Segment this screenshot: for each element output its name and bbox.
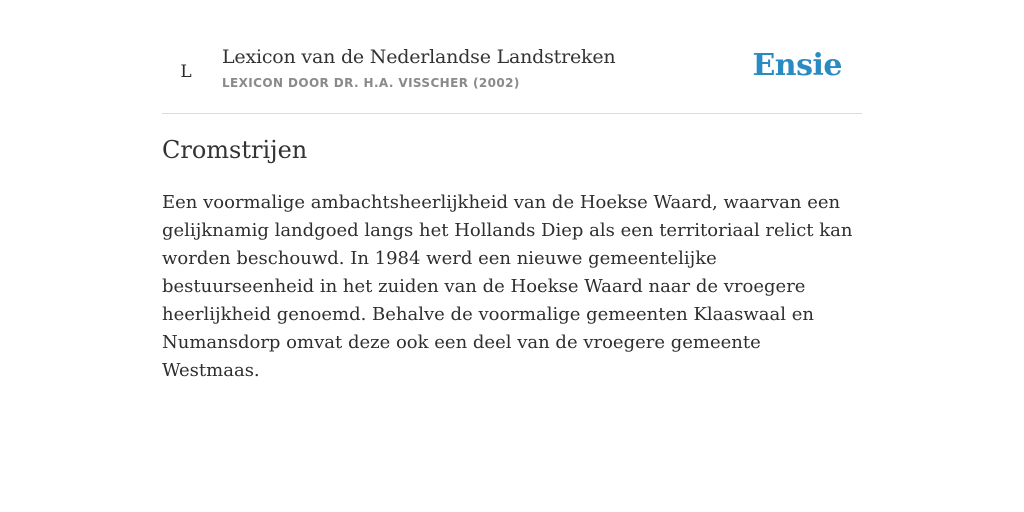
source-titles (222, 46, 615, 90)
page-content (162, 0, 862, 381)
source-subtitle: LEXICON DOOR DR. H.A. VISSCHER (2002) (222, 76, 520, 90)
entry-title: Cromstrijen (162, 136, 308, 164)
entry-body: Een voormalige ambachtsheerlijkheid van de Hoekse Waard, waarvan een gelijknamig landgoed langs het Hollands Diep als een territoriaal relict kan worden beschouwd. In 1984 werd een nieuwe gemeentelijke bestuurseenheid in het zuiden van de Hoekse Waard naar de vroegere heerlijkheid genoemd. Behalve de voormalige gemeenten Klaaswaal en Numansdorp omvat deze ook een deel van de vroegere gemeente Westmaas. (162, 192, 853, 381)
ensie-logo[interactable]: Ensie (752, 48, 842, 83)
source-header (162, 0, 862, 114)
source-avatar[interactable]: L (180, 62, 192, 82)
source-title[interactable]: Lexicon van de Nederlandse Landstreken (222, 46, 616, 68)
